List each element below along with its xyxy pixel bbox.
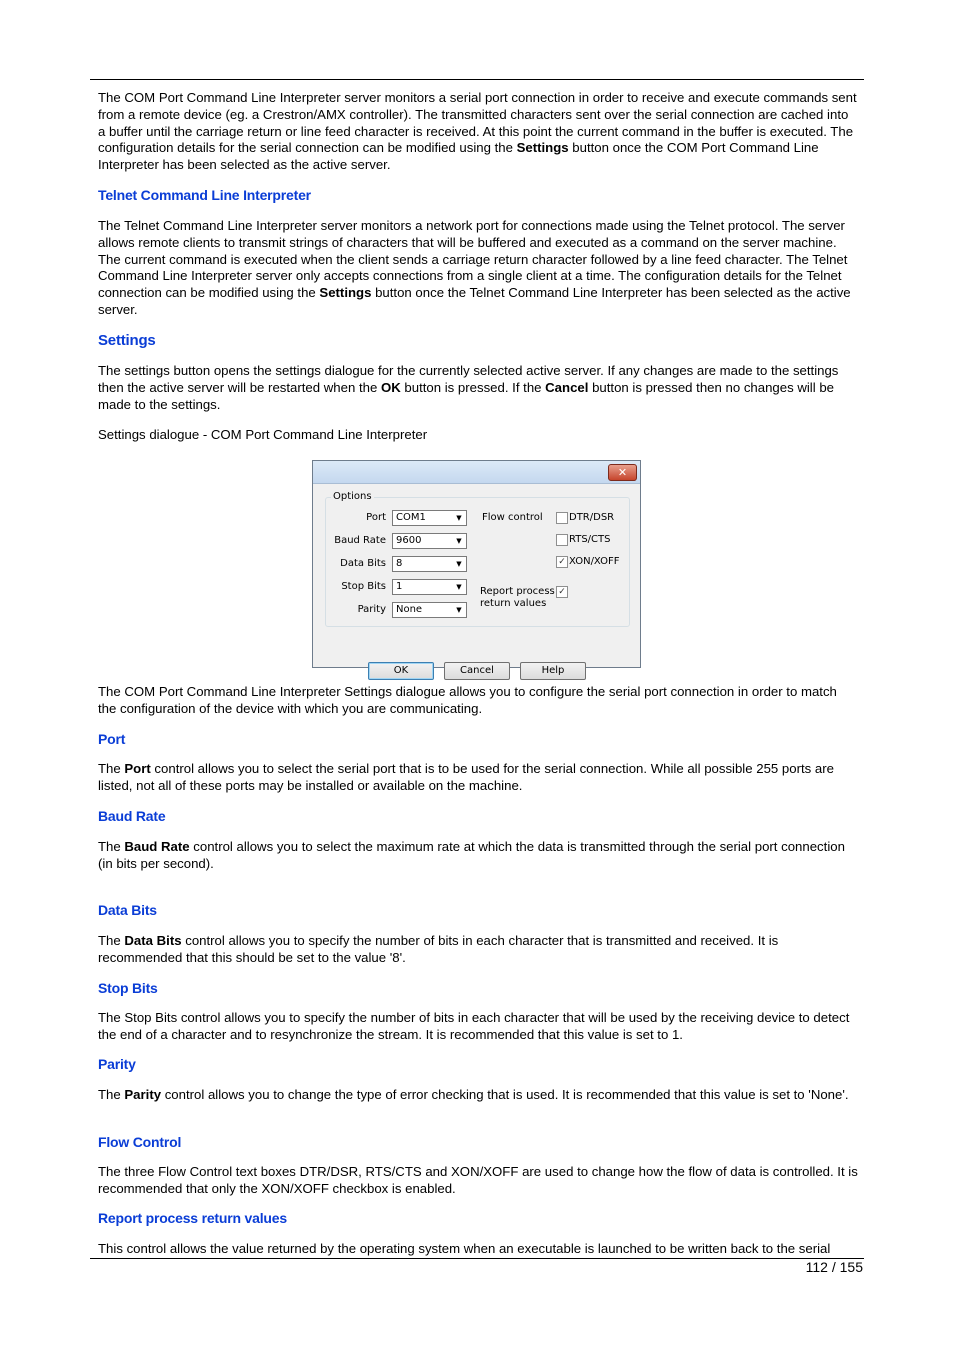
baud-rate-label: Baud Rate (334, 535, 386, 546)
port-paragraph: The Port control allows you to select the serial port that is to be used for the serial connection. While all possible 255 ports are listed, not all of these ports may be installed or available on the machine. (98, 761, 834, 793)
settings-heading: Settings (98, 332, 156, 349)
baud-rate-heading: Baud Rate (98, 808, 166, 824)
report-process-heading: Report process return values (98, 1210, 287, 1226)
stop-bits-select[interactable]: 1 ▼ (392, 579, 467, 595)
rts-cts-checkbox[interactable] (556, 534, 568, 546)
parity-select[interactable]: None ▼ (392, 602, 467, 618)
data-bits-paragraph: The Data Bits control allows you to specify the number of bits in each character that is transmitted and received. It is recommended that this should be set to the value '8'. (98, 933, 779, 965)
options-group (325, 491, 630, 627)
parity-label: Parity (357, 604, 386, 615)
chevron-down-icon: ▼ (456, 583, 462, 591)
cancel-button[interactable]: Cancel (444, 662, 510, 680)
baud-rate-paragraph: The Baud Rate control allows you to select the maximum rate at which the data is transmitted through the serial port connection (in bits per second). (98, 839, 845, 871)
settings-dialog (312, 460, 641, 676)
flow-control-heading: Flow Control (98, 1134, 182, 1150)
dialog-description: The COM Port Command Line Interpreter Settings dialogue allows you to configure the serial port connection in order to match the configuration of the device with which you are communicating. (98, 684, 837, 716)
stop-bits-paragraph: The Stop Bits control allows you to specify the number of bits in each character that will be used by the receiving device to detect the end of a character and to resynchronize the stream. It is recommended that this value is set to 1. (98, 1010, 850, 1042)
port-label: Port (366, 512, 386, 523)
telnet-paragraph: The Telnet Command Line Interpreter server monitors a network port for connections made using the Telnet protocol. The server allows remote clients to transmit strings of characters that will be buffered and executed as a command on the server machine. The current command is executed when the client sends a carriage return character followed by a line feed character. The Telnet Command Line Interpreter server only accepts connections from a single client at a time. The configuration details for the Telnet connection can be modified using the Settings button once the Telnet Command Line Interpreter has been selected as the active server. (98, 218, 851, 317)
bottom-rule (90, 1258, 864, 1259)
parity-heading: Parity (98, 1056, 136, 1072)
top-rule (90, 79, 864, 80)
data-bits-label: Data Bits (340, 558, 386, 569)
dtr-dsr-checkbox[interactable] (556, 512, 568, 524)
report-process-paragraph: This control allows the value returned by the operating system when an executable is launched to be written back to the serial (98, 1241, 831, 1256)
dialog-caption: Settings dialogue - COM Port Command Line Interpreter (98, 427, 428, 442)
page-number: 112 / 155 (805, 1259, 863, 1275)
intro-paragraph: The COM Port Command Line Interpreter server monitors a serial port connection in order to receive and execute commands sent from a remote device (eg. a Crestron/AMX controller). The transmitted characters sent over the serial connection are cached into a buffer until the carriage return or line feed character is received. At this point the current command in the buffer is executed. The configuration details for the serial connection can be modified using the Settings button once the COM Port Command Line Interpreter has been selected as the active server. (98, 90, 857, 173)
xon-xoff-label: XON/XOFF (569, 556, 620, 567)
data-bits-heading: Data Bits (98, 902, 157, 918)
baud-rate-select[interactable]: 9600 ▼ (392, 533, 467, 549)
port-select[interactable]: COM1 ▼ (392, 510, 467, 526)
chevron-down-icon: ▼ (456, 514, 462, 522)
dialog-body (317, 486, 636, 676)
chevron-down-icon: ▼ (456, 606, 462, 614)
ok-button[interactable]: OK (368, 662, 434, 680)
help-button[interactable]: Help (520, 662, 586, 680)
data-bits-select[interactable]: 8 ▼ (392, 556, 467, 572)
parity-paragraph: The Parity control allows you to change the type of error checking that is used. It is recommended that this value is set to 'None'. (98, 1087, 849, 1102)
flow-control-label: Flow control (482, 512, 543, 523)
report-process-checkbox[interactable]: ✓ (556, 586, 568, 598)
telnet-heading: Telnet Command Line Interpreter (98, 187, 311, 203)
settings-paragraph: The settings button opens the settings dialogue for the currently selected active server. If any changes are made to the settings then the active server will be restarted when the OK button is pressed. If the Cancel button is pressed then no changes will be made to the settings. (98, 363, 839, 412)
xon-xoff-checkbox[interactable]: ✓ (556, 556, 568, 568)
rts-cts-label: RTS/CTS (569, 534, 611, 545)
dialog-titlebar (313, 461, 640, 484)
stop-bits-label: Stop Bits (341, 581, 386, 592)
options-group-label: Options (333, 491, 372, 502)
flow-control-paragraph: The three Flow Control text boxes DTR/DSR, RTS/CTS and XON/XOFF are used to change how the flow of data is controlled. It is recommended that only the XON/XOFF checkbox is enabled. (98, 1164, 858, 1196)
chevron-down-icon: ▼ (456, 537, 462, 545)
chevron-down-icon: ▼ (456, 560, 462, 568)
stop-bits-heading: Stop Bits (98, 980, 158, 996)
close-icon[interactable]: ✕ (608, 464, 637, 481)
dtr-dsr-label: DTR/DSR (569, 512, 615, 523)
port-heading: Port (98, 731, 126, 747)
report-process-label: Report process return values (480, 586, 555, 609)
